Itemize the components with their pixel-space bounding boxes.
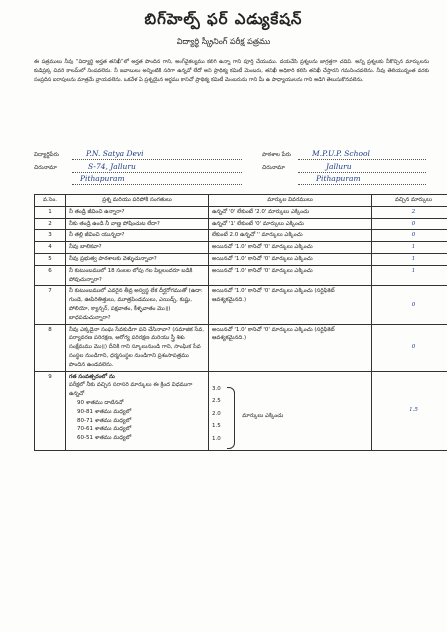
table-row <box>35 218 447 230</box>
q9-band: 70-61 శాతము మధ్యలో <box>77 426 132 433</box>
row-question: నీవు ఎక్కడైనా సంఘ సేవకుడిగా పని చేసినావా? (సమాజిక సేవ, పర్యావరణ పరిరక్షణ, ఆరోగ్య పరిరక్షణ మరియు స్త్రీ శిశు సంక్షేమము మొ॥) దీనికి గాని స్కూలునుండి గాని, సాంఘిక సేవ సంస్థల నుండిగాని, ధర్మసంస్థల నుండిగాని ప్రశంసాపత్రము పొందిన ఉండవలెను. <box>66 324 209 371</box>
table-row <box>35 206 447 218</box>
student-address-line1 <box>72 172 242 173</box>
school-address-value-line2: Pithapuram <box>316 174 361 183</box>
table-header-row <box>35 195 447 207</box>
table-row <box>35 371 447 450</box>
q9-scale-note: మార్కులు ఎక్కించు <box>242 412 284 419</box>
row-question <box>66 371 209 450</box>
q9-intro: పరీక్షలో నీకు వచ్చిన సరాసరి మార్కులు ఈ క్రింద విధముగా ఉన్నచో <box>69 382 193 398</box>
row-number: 4 <box>35 242 66 254</box>
row-marks-rule: అయినచో '1.0' కానిచో '0' మార్కులు ఎక్కించు <box>209 242 372 254</box>
row-marks-rule: అయినచో '1.0' కానిచో '0' మార్కులు ఎక్కించు (సర్టిఫికెట్ ఆవశ్యకమైనది.) <box>209 324 372 371</box>
q9-band: 90-81 శాతము మధ్యలో <box>77 408 132 415</box>
student-name-value: P.N. Satya Devi <box>86 149 144 158</box>
row-marks-rule: అయినచో '1.0' కానిచో '0' మార్కులు ఎక్కించు <box>209 265 372 286</box>
q9-scale <box>212 383 368 449</box>
form-subtitle: విద్యార్థి స్క్రీనింగ్ పరీక్ష పత్రము <box>176 37 271 46</box>
q9-scale-value: 2.5 <box>212 398 221 405</box>
student-address-line2 <box>72 184 242 185</box>
q9-scale-value: 1.5 <box>212 423 221 430</box>
row-marks-rule: అయినచో '1.0' కానిచో '0' మార్కులు ఎక్కించు (సర్టిఫికెట్ ఆవశ్యకమైనది.) <box>209 286 372 324</box>
student-address-value-line1: S-74, Jalluru <box>88 162 136 171</box>
school-address-value-line1: Jalluru <box>326 162 352 171</box>
row-marks-obtained: 0 <box>372 230 447 242</box>
row-marks-rule: ఉన్నచో '1' లేకుంటే '0' మార్కులు ఎక్కించు <box>209 218 372 230</box>
row-marks-rule: ఉన్నచో '0' లేకుంటే '2.0' మార్కులు ఎక్కించు <box>209 206 372 218</box>
table-row <box>35 324 447 371</box>
q9-scale-value: 2.0 <box>212 410 221 417</box>
row-marks-obtained: 1.5 <box>372 371 447 450</box>
school-address-label: చిరునామా <box>262 165 285 171</box>
q9-title: గత సంవత్సరంలో ను <box>69 373 115 380</box>
q9-band: 80-71 శాతము మధ్యలో <box>77 417 132 424</box>
row-marks-obtained: 0 <box>372 286 447 324</box>
table-row <box>35 230 447 242</box>
row-question: నీకు తండ్రి ఉండి నీ వాణ్ణ పోషించుట లేదా? <box>66 218 209 230</box>
instructions-paragraph: ఈ పత్రములు నీవు “విద్యార్థి అర్హత తనిఖీ”లో అర్హత పొందిన గాని, అంగ్‌వైకల్యము కలిగి ఉన్నా గాని పూర్తి చేయుము. దయచేసి ప్రశ్నలను జాగ్రత్తగా చదివి. అన్ని ప్రశ్నలకు నీకొచ్చిన మార్కులను కుడిప్రక్క చివరి కాలమ్‌లో నింపవలెను. నీ జవాబులు అన్నింటికి సరిగా ఉన్నవో లేదో అని ప్రాథిక్య కమిటీ మెంబరు, తనిఖీ అధికారి కలిసి తనిఖీ చేస్తారని గమనించవలెను. నీవు తెలియున్నంత వరకు సంప్రదిస ఐరాపులను మాత్రమే వ్రాయవలెను. ఒకవేళ ఏ ప్రశ్నయైన అర్థము కానిచో ప్రాథిక్య కమిటీ మెంబరును గాని మీ ఉ పాధ్యాయులను గాని అడిగి తెలుసుకొనవలెను. <box>34 59 429 84</box>
student-name-label: విద్యార్థిపేరు <box>34 152 59 158</box>
screening-questions-table <box>34 194 447 451</box>
table-row <box>35 242 447 254</box>
row-marks-obtained: 2 <box>372 206 447 218</box>
row-number: 8 <box>35 324 66 371</box>
row-number: 6 <box>35 265 66 286</box>
table-row <box>35 265 447 286</box>
school-name-label: పాఠశాల పేరు <box>262 152 291 158</box>
q9-scale-value: 1.0 <box>212 435 221 442</box>
row-marks-obtained: 0 <box>372 324 447 371</box>
header-marks-obtained: వచ్చిన మార్కులు <box>372 195 447 207</box>
row-marks-obtained: 1 <box>372 265 447 286</box>
school-address-line2 <box>298 184 426 185</box>
form-title: బిగ్‌హెల్ప్ ఫర్ ఎడ్యుకేషన్ <box>144 10 303 28</box>
header-question: ప్రశ్న మరియు పరిపోకి సంగతులు <box>66 195 209 207</box>
school-name-value: M.P.U.P. School <box>312 149 370 158</box>
school-address-line1 <box>298 172 426 173</box>
school-name-line <box>298 159 426 160</box>
table-row <box>35 253 447 265</box>
row-marks-rule: అయినచో '1.0' కానిచో '0' మార్కులు ఎక్కించు <box>209 253 372 265</box>
row-number: 3 <box>35 230 66 242</box>
row-number: 1 <box>35 206 66 218</box>
row-question: నీ తండ్రి జీవించి ఉన్నారా? <box>66 206 209 218</box>
table-row <box>35 286 447 324</box>
student-address-value-line2: Pithapuram <box>80 174 125 183</box>
row-number: 9 <box>35 371 66 450</box>
row-question: నీ కుటుంబములో 18 సంలల లోపు గల పిల్లలందరూ బడికి పోవుచున్నారా? <box>66 265 209 286</box>
row-marks-obtained: 1 <box>372 242 447 254</box>
row-marks-obtained: 1 <box>372 253 447 265</box>
q9-band: 90 శాతము దాటినచో <box>77 399 124 406</box>
student-address-label: చిరునామా <box>34 165 57 171</box>
student-name-line <box>72 159 242 160</box>
q9-brace <box>227 387 235 449</box>
header-marks-details: మార్కుల వివరములు <box>209 195 372 207</box>
row-marks-obtained: 0 <box>372 218 447 230</box>
q9-band-list <box>69 399 205 443</box>
q9-scale-values <box>212 383 221 446</box>
row-number: 5 <box>35 253 66 265</box>
row-question: నీ తల్లి జీవించి యున్నదా? <box>66 230 209 242</box>
q9-band: 60-51 శాతము మధ్యలో <box>77 435 132 442</box>
row-question: నీవు బాలికవా? <box>66 242 209 254</box>
row-question: నీ కుటుంబములో ఎవరైన తీవ్ర అస్వస్థ లేక దీర్ఘరోగముతో (ఉదా: గుండె, ఊపిరితిత్తులు, మూత్రపిండములు, ఎయిడ్స్, కుష్టు, పోలియో, క్యాన్సర్, పక్షవాతం, కీళ్ళవాతం మొ॥) బాధపడుచున్నారా? <box>66 286 209 324</box>
row-number: 7 <box>35 286 66 324</box>
header-serial: వ.సెం. <box>35 195 66 207</box>
q9-scale-value: 3.0 <box>212 385 221 392</box>
row-marks-rule <box>209 371 372 450</box>
row-question: నీవు ప్రభుత్వ పాఠశాలకు వెళ్ళుచున్నావా? <box>66 253 209 265</box>
row-number: 2 <box>35 218 66 230</box>
row-marks-rule: లేకుంటే 2.0 ఉన్నచో '' మార్కులు ఎక్కించు <box>209 230 372 242</box>
